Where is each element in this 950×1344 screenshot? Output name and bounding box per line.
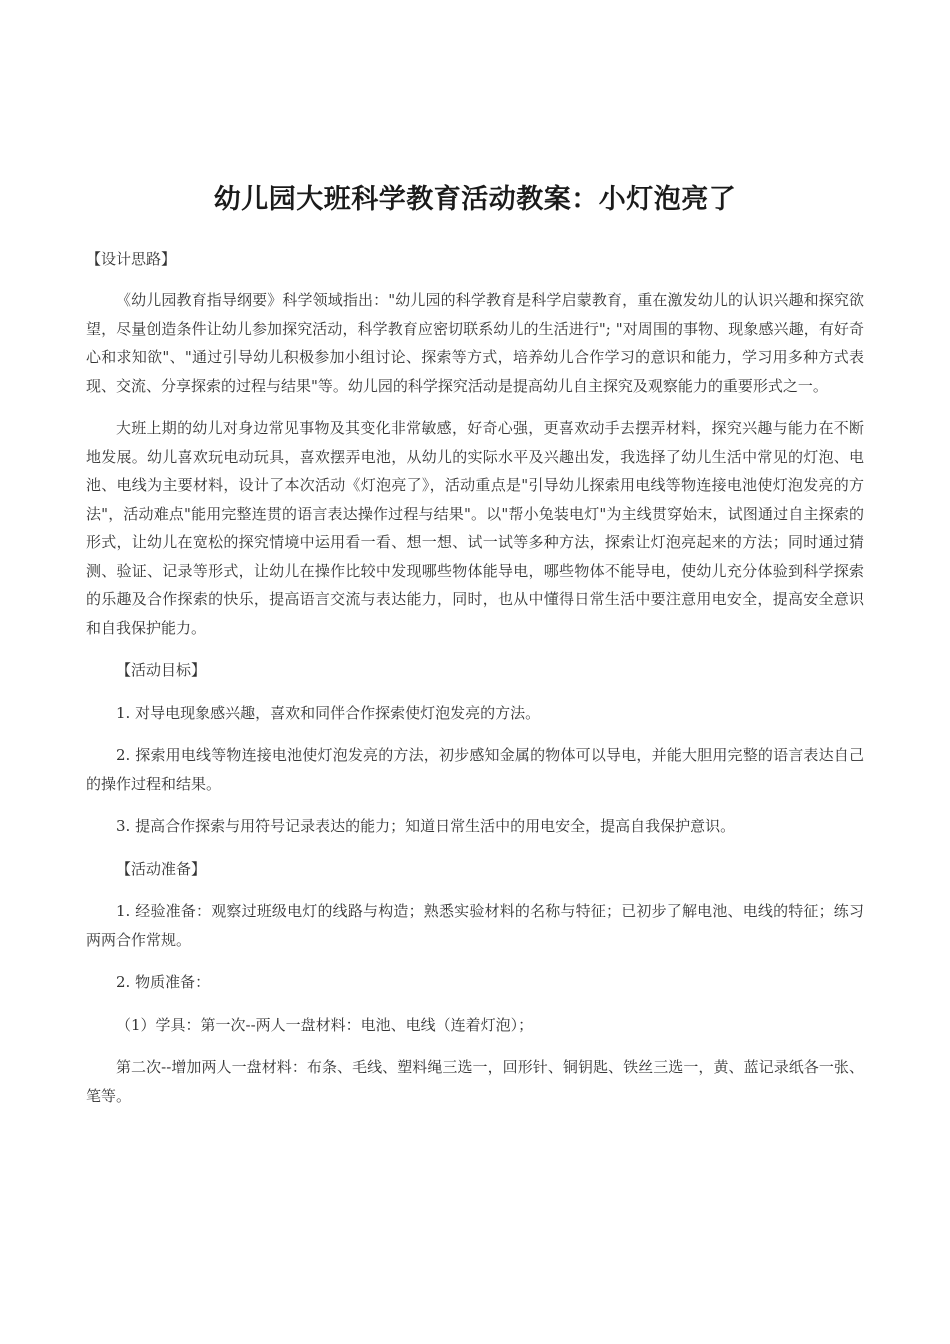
design-paragraph-1: 《幼儿园教育指导纲要》科学领域指出："幼儿园的科学教育是科学启蒙教育，重在激发幼儿的认识兴趣和探究欲望，尽量创造条件让幼儿参加探究活动，科学教育应密切联系幼儿的生活进行"; "对周围的事物、现象感兴趣，有好奇心和求知欲"、"通过引导幼儿积极参加小组讨论、探索等方式，培养幼儿合作学习的意识和能力，学习用多种方式表现、交流、分享探索的过程与结果"等。幼儿园的科学探究活动是提高幼儿自主探究及观察能力的重要形式之一。	[86, 291, 864, 395]
prep-item-2: 2. 物质准备：	[116, 973, 211, 991]
design-heading: 【设计思路】	[86, 250, 177, 268]
prep-item-2-2: 第二次--增加两人一盘材料：布条、毛线、塑料绳三选一，回形针、铜钥匙、铁丝三选一，黄、蓝记录纸各一张、笔等。	[86, 1058, 864, 1105]
prep-item-1: 1. 经验准备：观察过班级电灯的线路与构造；熟悉实验材料的名称与特征；已初步了解电池、电线的特征；练习两两合作常规。	[86, 902, 864, 949]
goal-item-3: 3. 提高合作探索与用符号记录表达的能力；知道日常生活中的用电安全，提高自我保护意识。	[116, 817, 736, 835]
prep-item-2-1: （1）学具：第一次--两人一盘材料：电池、电线（连着灯泡）；	[116, 1015, 534, 1034]
goal-item-1: 1. 对导电现象感兴趣，喜欢和同伴合作探索使灯泡发亮的方法。	[116, 703, 541, 722]
document-page	[86, 180, 864, 1110]
goal-item-2: 2. 探索用电线等物连接电池使灯泡发亮的方法，初步感知金属的物体可以导电，并能大胆用完整的语言表达自己的操作过程和结果。	[86, 746, 864, 793]
goals-heading: 【活动目标】	[116, 661, 207, 679]
document-title: 幼儿园大班科学教育活动教案：小灯泡亮了	[213, 184, 737, 215]
prep-heading: 【活动准备】	[116, 859, 207, 878]
design-paragraph-2: 大班上期的幼儿对身边常见事物及其变化非常敏感，好奇心强，更喜欢动手去摆弄材料，探究兴趣与能力在不断地发展。幼儿喜欢玩电动玩具，喜欢摆弄电池，从幼儿的实际水平及兴趣出发，我选择了幼儿生活中常见的灯泡、电池、电线为主要材料，设计了本次活动《灯泡亮了》，活动重点是"引导幼儿探索用电线等物连接电池使灯泡发亮的方法"，活动难点"能用完整连贯的语言表达操作过程与结果"。以"帮小兔装电灯"为主线贯穿始末，试图通过自主探索的形式，让幼儿在宽松的探究情境中运用看一看、想一想、试一试等多种方法，探索让灯泡亮起来的方法；同时通过猜测、验证、记录等形式，让幼儿在操作比较中发现哪些物体能导电，哪些物体不能导电，使幼儿充分体验到科学探索的乐趣及合作探索的快乐，提高语言交流与表达能力，同时，也从中懂得日常生活中要注意用电安全，提高安全意识和自我保护能力。	[86, 419, 864, 637]
